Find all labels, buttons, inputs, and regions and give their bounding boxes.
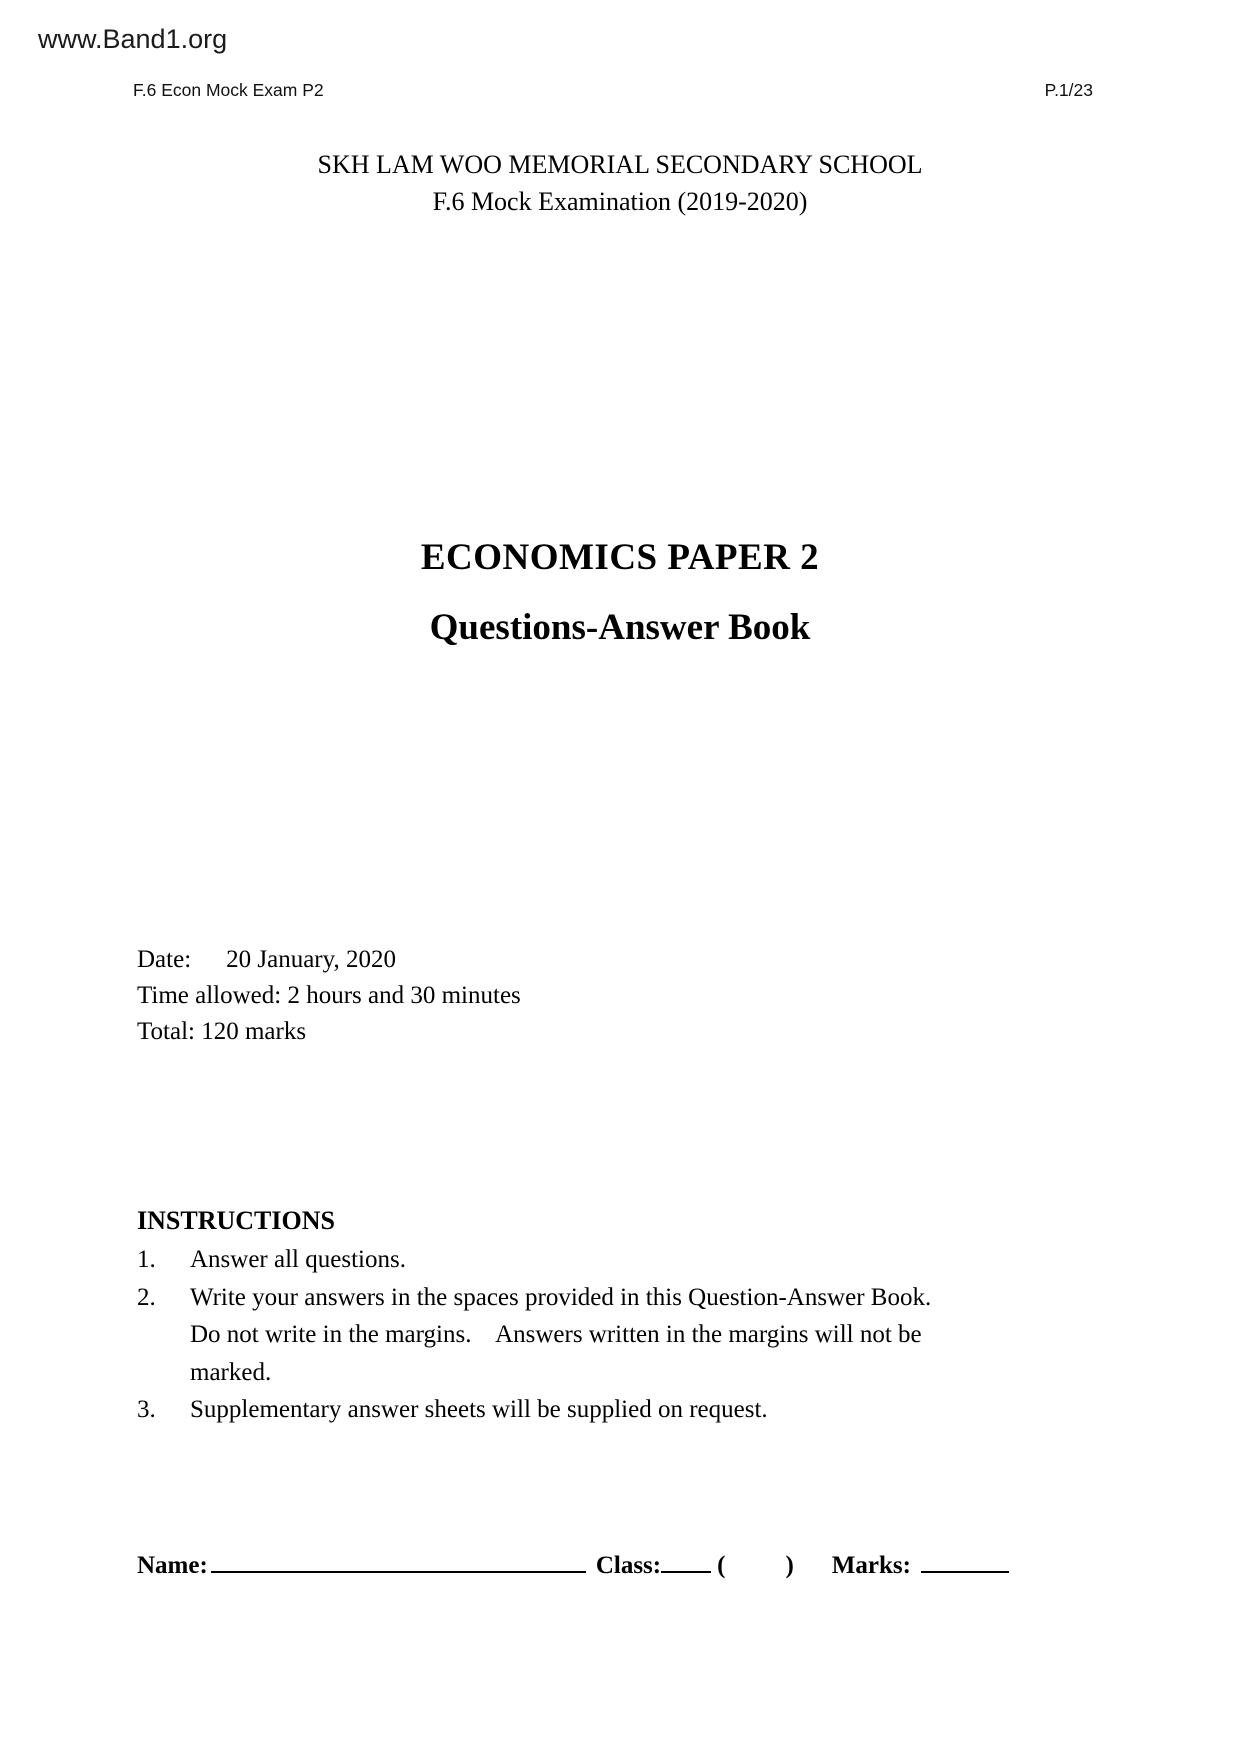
watermark-site-text: www.Band1.org xyxy=(38,24,228,54)
class-paren-open: ( xyxy=(717,1552,726,1579)
instruction-text: Supplementary answer sheets will be supplied on request. xyxy=(190,1396,768,1423)
instruction-item xyxy=(137,1279,1077,1392)
date-line xyxy=(137,942,521,978)
instructions-section xyxy=(137,1203,1077,1429)
instruction-number: 3. xyxy=(137,1396,156,1423)
time-allowed-line: Time allowed: 2 hours and 30 minutes xyxy=(137,982,521,1009)
class-paren-close: ) xyxy=(785,1552,794,1579)
instruction-text: Answer all questions. xyxy=(190,1246,406,1273)
name-blank-line xyxy=(211,1541,586,1573)
total-marks-line: Total: 120 marks xyxy=(137,1018,307,1045)
paper-subtitle: Questions-Answer Book xyxy=(429,607,811,648)
instruction-item xyxy=(137,1391,1077,1429)
date-label: Date: xyxy=(137,946,192,973)
marks-blank-line xyxy=(921,1541,1009,1573)
class-label: Class: xyxy=(595,1552,662,1579)
class-blank-line xyxy=(661,1541,711,1573)
student-info-row xyxy=(137,1541,1009,1580)
running-header xyxy=(133,80,1093,101)
instruction-number: 2. xyxy=(137,1283,156,1311)
header-exam-label: F.6 Econ Mock Exam P2 xyxy=(133,80,324,100)
exam-session: F.6 Mock Examination (2019-2020) xyxy=(432,187,808,216)
header-page-number: P.1/23 xyxy=(1044,80,1093,100)
exam-details xyxy=(137,942,521,1050)
instruction-item xyxy=(137,1241,1077,1279)
school-name: SKH LAM WOO MEMORIAL SECONDARY SCHOOL xyxy=(317,150,923,179)
paper-title: ECONOMICS PAPER 2 xyxy=(420,537,820,578)
marks-label: Marks: xyxy=(831,1552,911,1579)
name-label: Name: xyxy=(137,1552,208,1579)
instruction-number: 1. xyxy=(137,1246,156,1273)
instructions-heading: INSTRUCTIONS xyxy=(137,1206,335,1235)
school-heading xyxy=(0,146,1240,220)
date-value: 20 January, 2020 xyxy=(226,946,397,973)
instruction-text: Write your answers in the spaces provided in this Question-Answer Book. Do not write in the margins. Answers written in the margins will not be marked. xyxy=(190,1283,932,1386)
